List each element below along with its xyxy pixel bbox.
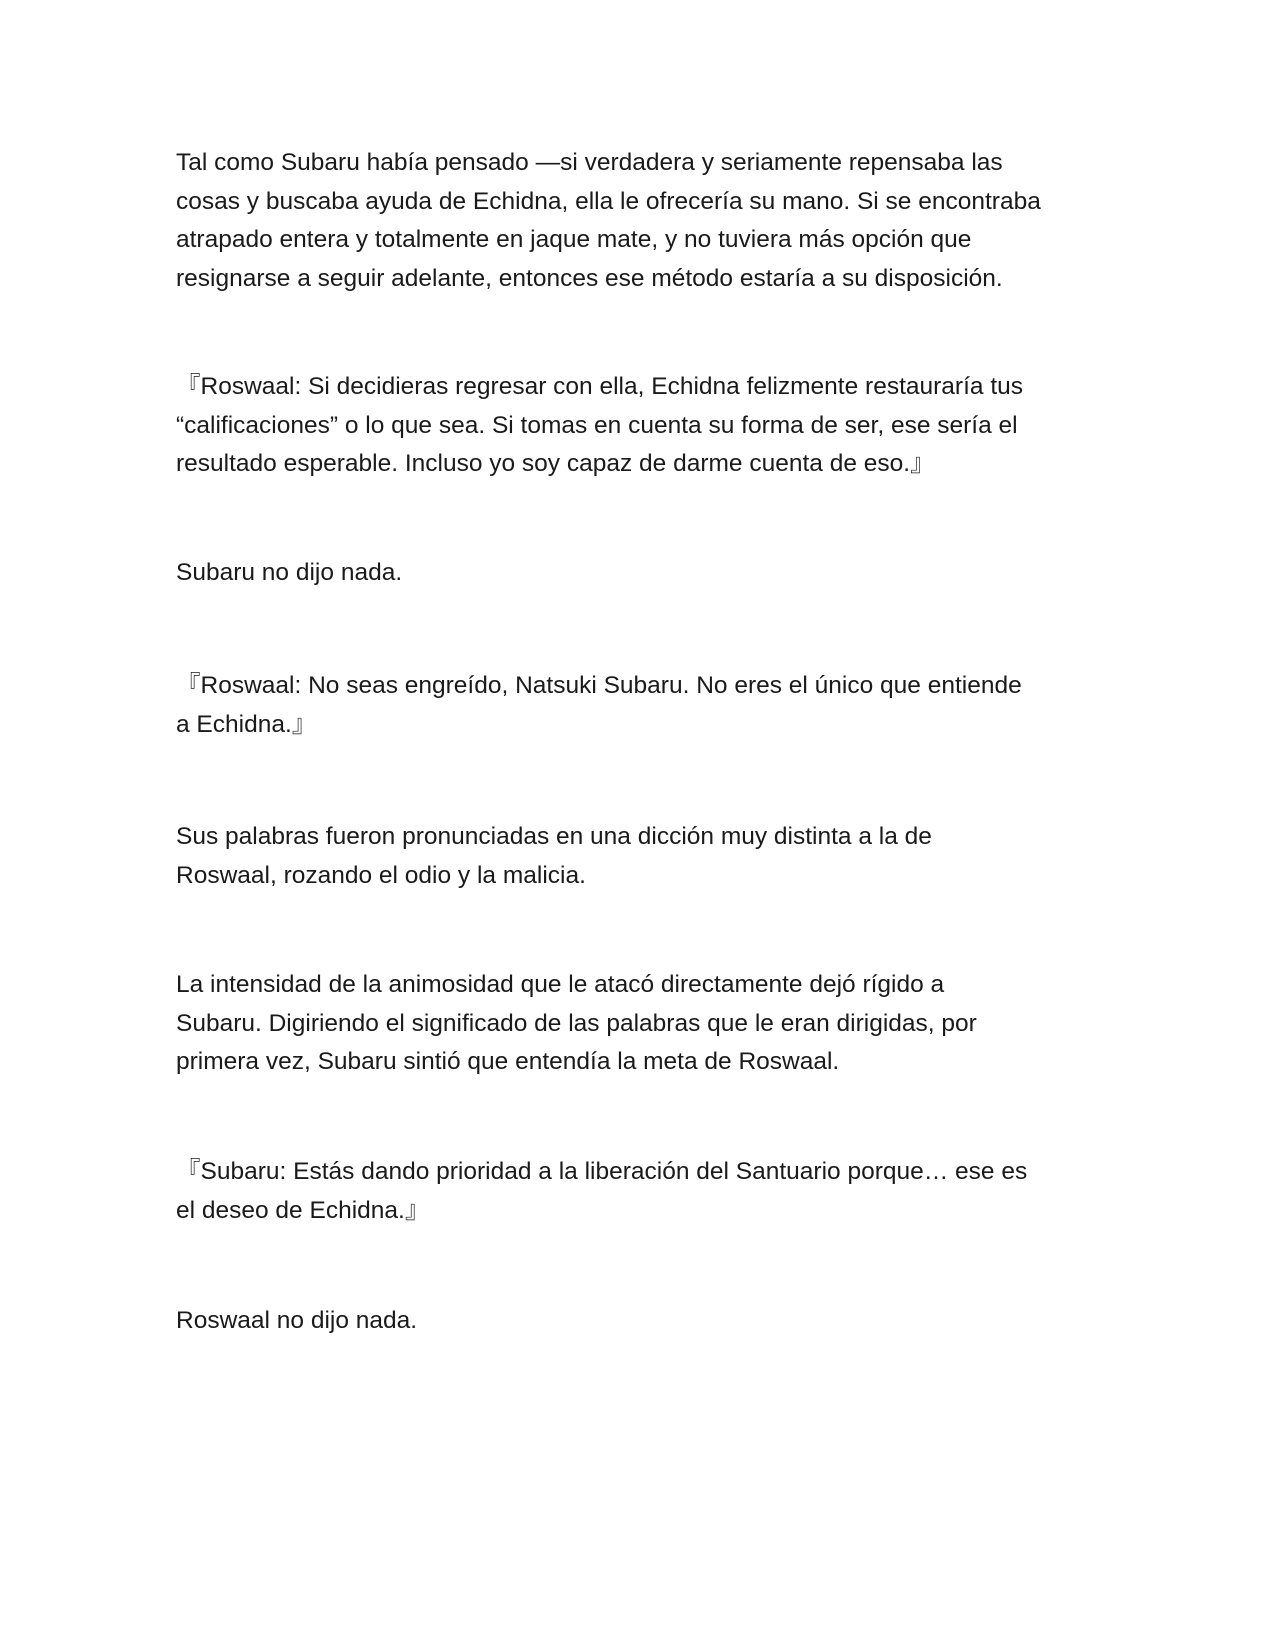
paragraph-4: [176, 667, 1116, 744]
paragraph-3: [176, 554, 1116, 593]
paragraph-line: cosas y buscaba ayuda de Echidna, ella le ofrecería su mano. Si se encontraba: [176, 187, 1041, 215]
paragraph-line: Sus palabras fueron pronunciadas en una dicción muy distinta a la de: [176, 823, 932, 850]
paragraph-line: “calificaciones” o lo que sea. Si tomas en cuenta su forma de ser, ese sería el: [176, 411, 1018, 439]
paragraph-line: Subaru no dijo nada.: [176, 559, 403, 586]
paragraph-line: resultado esperable. Incluso yo soy capaz de darme cuenta de eso.』: [176, 450, 935, 477]
paragraph-line: primera vez, Subaru sintió que entendía la meta de Roswaal.: [176, 1048, 840, 1075]
paragraph-line: Roswaal, rozando el odio y la malicia.: [176, 861, 586, 889]
paragraph-line: 『Roswaal: Si decidieras regresar con ella, Echidna felizmente restauraría tus: [176, 373, 1024, 400]
paragraph-7: [176, 1153, 1116, 1230]
paragraph-line: a Echidna.』: [176, 710, 317, 738]
paragraph-line: Tal como Subaru había pensado —si verdadera y seriamente repensaba las: [176, 149, 1003, 176]
paragraph-line: el deseo de Echidna.』: [176, 1196, 430, 1224]
paragraph-6: [176, 966, 1116, 1082]
paragraph-line: La intensidad de la animosidad que le atacó directamente dejó rígido a: [176, 971, 945, 998]
paragraph-1: [176, 144, 1116, 298]
paragraph-line: 『Roswaal: No seas engreído, Natsuki Subaru. No eres el único que entiende: [176, 672, 1022, 699]
paragraph-line: Roswaal no dijo nada.: [176, 1307, 418, 1334]
paragraph-5: [176, 818, 1116, 895]
paragraph-line: Subaru. Digiriendo el significado de las palabras que le eran dirigidas, por: [176, 1009, 977, 1037]
paragraph-line: atrapado entera y totalmente en jaque mate, y no tuviera más opción que: [176, 226, 972, 253]
paragraph-line: 『Subaru: Estás dando prioridad a la liberación del Santuario porque… ese es: [176, 1158, 1028, 1185]
paragraph-8: [176, 1302, 1116, 1341]
paragraph-2: [176, 368, 1116, 484]
paragraph-line: resignarse a seguir adelante, entonces ese método estaría a su disposición.: [176, 264, 1003, 292]
